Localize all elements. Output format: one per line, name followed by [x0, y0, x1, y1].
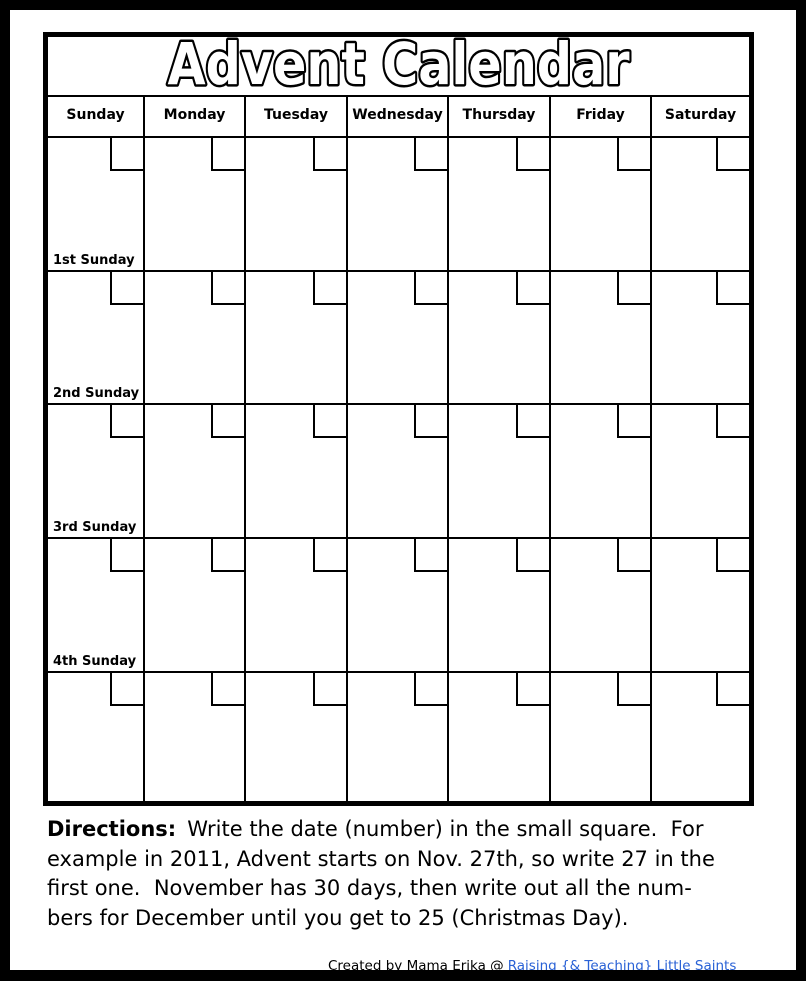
- advent-calendar: [43, 32, 754, 806]
- date-box: [414, 673, 447, 706]
- day-cell: [48, 673, 145, 801]
- directions-line: [47, 815, 715, 845]
- date-box: [516, 539, 549, 572]
- calendar-title: Advent Calendar: [167, 37, 630, 95]
- day-cell: [551, 272, 652, 405]
- advent-sunday-label: 4th Sunday: [53, 654, 137, 669]
- advent-sunday-label: 2nd Sunday: [53, 386, 140, 401]
- day-cell: [246, 673, 348, 801]
- date-box: [617, 405, 650, 438]
- date-box: [313, 673, 346, 706]
- date-box: [414, 539, 447, 572]
- day-cell: [652, 405, 749, 539]
- date-box: [516, 673, 549, 706]
- date-box: [716, 272, 749, 305]
- date-box: [110, 272, 143, 305]
- date-box: [211, 539, 244, 572]
- weekday-friday: Friday: [551, 97, 652, 136]
- date-box: [414, 272, 447, 305]
- date-box: [716, 405, 749, 438]
- date-box: [617, 539, 650, 572]
- date-box: [617, 138, 650, 171]
- date-box: [211, 138, 244, 171]
- advent-sunday-label: 1st Sunday: [53, 253, 135, 268]
- date-box: [516, 138, 549, 171]
- date-box: [414, 138, 447, 171]
- day-cell: [348, 272, 449, 405]
- day-cell: [246, 138, 348, 272]
- day-cell: [348, 405, 449, 539]
- date-box: [716, 138, 749, 171]
- day-cell: [551, 673, 652, 801]
- day-cell: [652, 539, 749, 673]
- day-cell: [48, 405, 145, 539]
- day-cell: [449, 272, 551, 405]
- date-box: [110, 138, 143, 171]
- directions: [47, 815, 715, 933]
- day-cell: [449, 405, 551, 539]
- title-row: [48, 37, 749, 97]
- weekday-thursday: Thursday: [449, 97, 551, 136]
- day-cell: [48, 272, 145, 405]
- date-box: [211, 272, 244, 305]
- date-box: [110, 539, 143, 572]
- day-cell: [652, 138, 749, 272]
- day-cell: [48, 539, 145, 673]
- advent-sunday-label: 3rd Sunday: [53, 520, 137, 535]
- date-box: [516, 272, 549, 305]
- title-graphic: [48, 37, 749, 95]
- date-box: [516, 405, 549, 438]
- day-cell: [551, 138, 652, 272]
- date-box: [414, 405, 447, 438]
- day-cell: [145, 539, 246, 673]
- directions-label: Directions:: [47, 817, 177, 841]
- date-box: [313, 138, 346, 171]
- weekday-tuesday: Tuesday: [246, 97, 348, 136]
- weekday-monday: Monday: [145, 97, 246, 136]
- credit-link[interactable]: Raising {& Teaching} Little Saints: [507, 958, 737, 974]
- date-box: [617, 673, 650, 706]
- weekday-sunday: Sunday: [48, 97, 145, 136]
- day-cell: [348, 539, 449, 673]
- day-cell: [449, 138, 551, 272]
- date-box: [211, 405, 244, 438]
- day-cell: [145, 272, 246, 405]
- day-cell: [246, 405, 348, 539]
- day-cell: [145, 673, 246, 801]
- day-cell: [449, 539, 551, 673]
- weekday-wednesday: Wednesday: [348, 97, 449, 136]
- day-cell: [145, 138, 246, 272]
- day-cell: [348, 138, 449, 272]
- date-box: [716, 539, 749, 572]
- day-cell: [246, 272, 348, 405]
- date-box: [617, 272, 650, 305]
- weekday-header: [48, 97, 749, 138]
- date-box: [110, 673, 143, 706]
- day-cell: [551, 405, 652, 539]
- day-cell: [48, 138, 145, 272]
- weekday-saturday: Saturday: [664, 106, 737, 123]
- directions-line: example in 2011, Advent starts on Nov. 27th, so write 27 in the: [47, 846, 715, 871]
- date-box: [313, 272, 346, 305]
- day-cell: [551, 539, 652, 673]
- date-box: [313, 405, 346, 438]
- date-box: [313, 539, 346, 572]
- date-box: [110, 405, 143, 438]
- day-cell: [652, 673, 749, 801]
- day-grid: [48, 138, 749, 801]
- day-cell: [348, 673, 449, 801]
- day-cell: [449, 673, 551, 801]
- date-box: [716, 673, 749, 706]
- date-box: [211, 673, 244, 706]
- directions-text: Write the date (number) in the small square. For: [187, 817, 704, 841]
- credit-footer: [328, 958, 736, 974]
- day-cell: [246, 539, 348, 673]
- day-cell: [652, 272, 749, 405]
- directions-line: first one. November has 30 days, then write out all the num-: [47, 876, 692, 900]
- credit-text: Created by Mama Erika @: [328, 958, 504, 974]
- day-cell: [145, 405, 246, 539]
- directions-line: bers for December until you get to 25 (Christmas Day).: [47, 905, 629, 930]
